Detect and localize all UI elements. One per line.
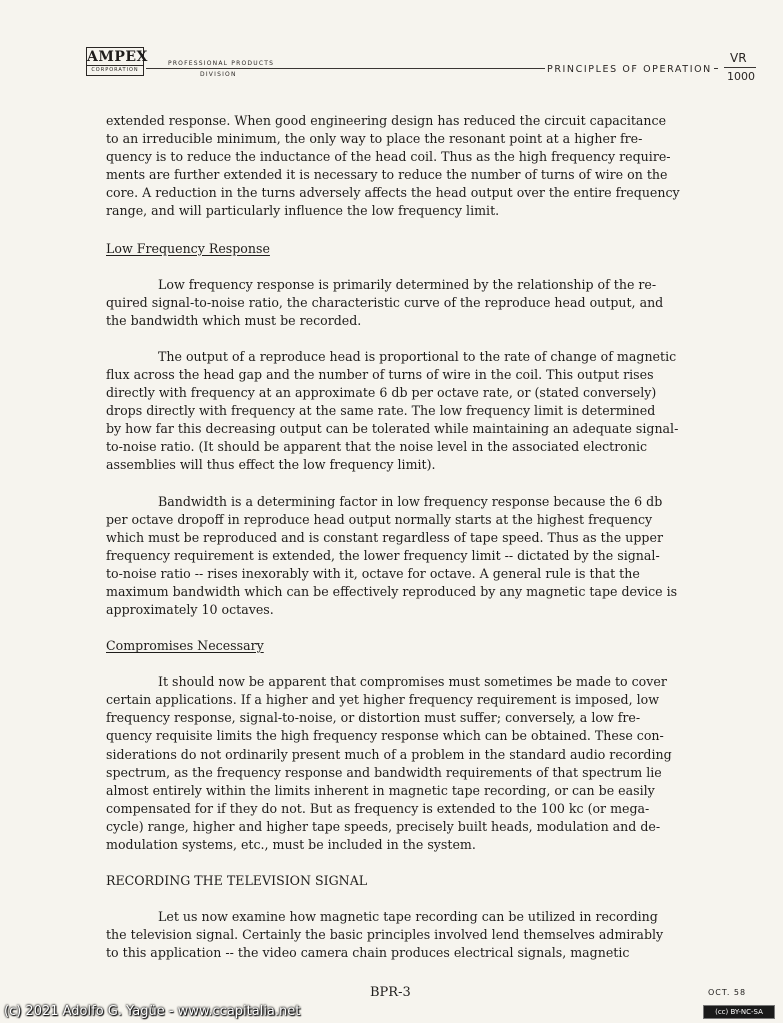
text-line: the television signal. Certainly the basic principles involved lend themselves admirably [106, 927, 664, 943]
text-line: certain applications. If a higher and yet higher frequency requirement is imposed, low [106, 692, 660, 708]
text-line: to this application -- the video camera chain produces electrical signals, magnetic [106, 945, 630, 961]
text-line: modulation systems, etc., must be included in the system. [106, 837, 476, 852]
text-line: Low frequency response is primarily determined by the relationship of the re- [158, 276, 657, 292]
paragraph-low-frequency [106, 276, 722, 330]
text-line: approximately 10 octaves. [106, 602, 274, 618]
paragraph-extended-response [106, 112, 722, 221]
logo-main-text: AMPEX [87, 49, 148, 65]
text-line: It should now be apparent that compromises must sometimes be made to cover [158, 674, 667, 690]
paragraph-compromises [106, 673, 722, 854]
text-line: compensated for if they do not. But as frequency is extended to the 100 kc (or mega- [106, 800, 650, 816]
body-text [106, 112, 722, 962]
text-line: the bandwidth which must be recorded. [106, 312, 362, 328]
copyright-watermark: (c) 2021 Adolfo G. Yagüe - www.ccapitalia.net [4, 1004, 301, 1019]
doc-code-divider [724, 67, 756, 68]
text-line: quired signal-to-noise ratio, the characteristic curve of the reproduce head output, and [106, 294, 664, 310]
text-line: to an irreducible minimum, the only way to place the resonant point at a higher fre- [106, 131, 643, 147]
text-line: frequency response, signal-to-noise, or distortion must suffer; conversely, a low fre- [106, 710, 641, 726]
text-line: to-noise ratio -- rises inexorably with it, octave for octave. A general rule is that the [106, 565, 640, 581]
ampex-logo [86, 47, 148, 76]
doc-code-top: VR [730, 51, 747, 65]
text-line: almost entirely within the limits inherent in magnetic tape recording, or can be easily [106, 782, 655, 798]
heading-low-frequency [106, 240, 722, 258]
text-line: to-noise ratio. (It should be apparent that the noise level in the associated electronic [106, 439, 648, 455]
text-line: assemblies will thus effect the low frequency limit). [106, 457, 436, 473]
text-line: The output of a reproduce head is proportional to the rate of change of magnetic [158, 348, 677, 364]
text-line: Let us now examine how magnetic tape recording can be utilized in recording [158, 909, 658, 925]
text-line: quency requisite limits the high frequency response which can be obtained. These con- [106, 728, 664, 744]
paragraph-television [106, 908, 722, 962]
text-line: per octave dropoff in reproduce head output normally starts at the highest frequency [106, 511, 653, 527]
section-title: PRINCIPLES OF OPERATION [547, 64, 712, 75]
text-line: which must be reproduced and is constant regardless of tape speed. Thus as the upper [106, 529, 663, 545]
heading-television [106, 872, 722, 890]
logo-sub-text: CORPORATION [87, 65, 143, 74]
license-badge: (cc) BY-NC-SA [703, 1005, 775, 1019]
text-line: maximum bandwidth which can be effectively reproduced by any magnetic tape device is [106, 583, 678, 599]
heading-low-frequency-text: Low Frequency Response [106, 240, 270, 256]
heading-television-text: RECORDING THE TELEVISION SIGNAL [106, 873, 368, 889]
text-line: siderations do not ordinarily present much of a problem in the standard audio recording [106, 746, 672, 762]
paragraph-bandwidth [106, 493, 722, 620]
text-line: frequency requirement is extended, the lower frequency limit -- dictated by the signal- [106, 547, 660, 563]
text-line: quency is to reduce the inductance of the head coil. Thus as the high frequency require- [106, 149, 671, 165]
text-line: range, and will particularly influence the low frequency limit. [106, 203, 500, 219]
footer-date: OCT. 58 [708, 988, 747, 997]
doc-code-bottom: 1000 [727, 70, 755, 83]
text-line: directly with frequency at an approximate 6 db per octave rate, or (stated conversely) [106, 385, 657, 401]
heading-compromises-text: Compromises Necessary [106, 638, 264, 654]
text-line: cycle) range, higher and higher tape speeds, precisely built heads, modulation and de- [106, 818, 661, 834]
text-line: drops directly with frequency at the same rate. The low frequency limit is determined [106, 403, 656, 419]
text-line: by how far this decreasing output can be tolerated while maintaining an adequate signal- [106, 421, 679, 437]
division-line-1: PROFESSIONAL PRODUCTS [168, 60, 275, 67]
text-line: extended response. When good engineering design has reduced the circuit capacitance [106, 113, 667, 128]
text-line: spectrum, as the frequency response and bandwidth requirements of that spectrum lie [106, 764, 662, 780]
division-line-2: DIVISION [200, 71, 237, 78]
text-line: Bandwidth is a determining factor in low frequency response because the 6 db [158, 493, 663, 509]
text-line: ments are further extended it is necessary to reduce the number of turns of wire on the [106, 167, 668, 183]
paragraph-reproduce-head [106, 348, 722, 475]
heading-compromises [106, 637, 722, 655]
text-line: flux across the head gap and the number of turns of wire in the coil. This output rises [106, 366, 654, 382]
page-code: BPR-3 [370, 985, 411, 1000]
text-line: core. A reduction in the turns adversely affects the head output over the entire frequency [106, 185, 680, 201]
